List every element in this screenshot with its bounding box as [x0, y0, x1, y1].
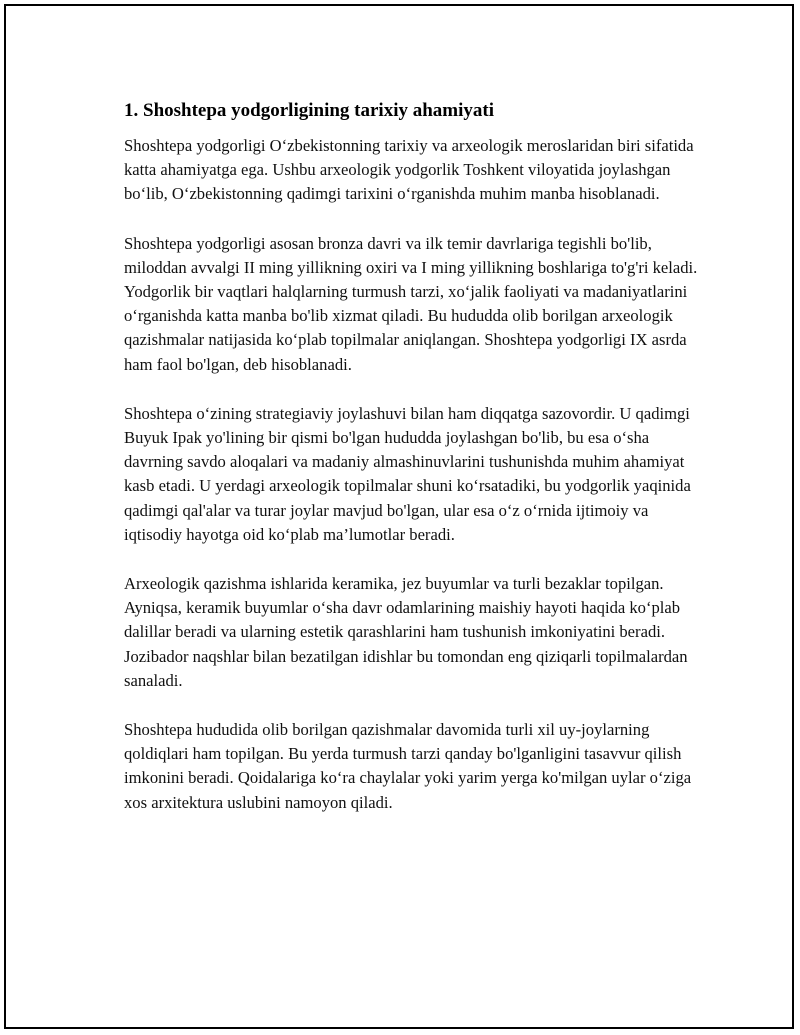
- paragraph-3: Shoshtepa o‘zining strategiaviy joylashuvi bilan ham diqqatga sazovordir. U qadimgi Buyuk Ipak yo'lining bir qismi bo'lgan hududda joylashgan bo'lib, bu esa o‘sha davrning savdo aloqalari va madaniy almashinuvlarini tushunishda muhim ahamiyat kasb etadi. U yerdagi arxeologik topilmalar shuni ko‘rsatadiki, bu yodgorlik yaqinida qadimgi qal'alar va turar joylar mavjud bo'lgan, ular esa o‘z o‘rnida ijtimoiy va iqtisodiy hayotga oid ko‘plab ma’lumotlar beradi.: [124, 403, 691, 544]
- paragraph-5: Shoshtepa hududida olib borilgan qazishmalar davomida turli xil uy-joylarning qoldiqlari ham topilgan. Bu yerda turmush tarzi qanday bo'lganligini tasavvur qilish imkonini beradi. Qoidalariga ko‘ra chaylalar yoki yarim yerga ko'milgan uylar o‘ziga xos arxitektura uslubini namoyon qiladi.: [124, 720, 692, 812]
- paragraph-1: Shoshtepa yodgorligi O‘zbekistonning tarixiy va arxeologik meroslaridan biri sifatida katta ahamiyatga ega. Ushbu arxeologik yodgorlik Toshkent viloyatida joylashgan bo‘lib, O‘zbekistonning qadimgi tarixini o‘rganishda muhim manba hisoblanadi.: [124, 136, 694, 204]
- document-body: [124, 98, 704, 840]
- page-frame: [4, 4, 794, 1029]
- paragraph-4: Arxeologik qazishma ishlarida keramika, jez buyumlar va turli bezaklar topilgan. Ayniqsa, keramik buyumlar o‘sha davr odamlarining maishiy hayoti haqida ko‘plab dalillar beradi va ularning estetik qarashlarini ham tushunish imkoniyatini beradi. Jozibador naqshlar bilan bezatilgan idishlar bu tomondan eng qiziqarli topilmalardan sanaladi.: [124, 574, 688, 690]
- paragraph-2: Shoshtepa yodgorligi asosan bronza davri va ilk temir davrlariga tegishli bo'lib, miloddan avvalgi II ming yillikning oxiri va I ming yillikning boshlariga to'g'ri keladi. Yodgorlik bir vaqtlari halqlarning turmush tarzi, xo‘jalik faoliyati va madaniyatlarini o‘rganishda katta manba bo'lib xizmat qiladi. Bu hududda olib borilgan arxeologik qazishmalar natijasida ko‘plab topilmalar aniqlangan. Shoshtepa yodgorligi IX asrda ham faol bo'lgan, deb hisoblanadi.: [124, 233, 698, 374]
- section-heading: 1. Shoshtepa yodgorligining tarixiy ahamiyati: [124, 100, 495, 121]
